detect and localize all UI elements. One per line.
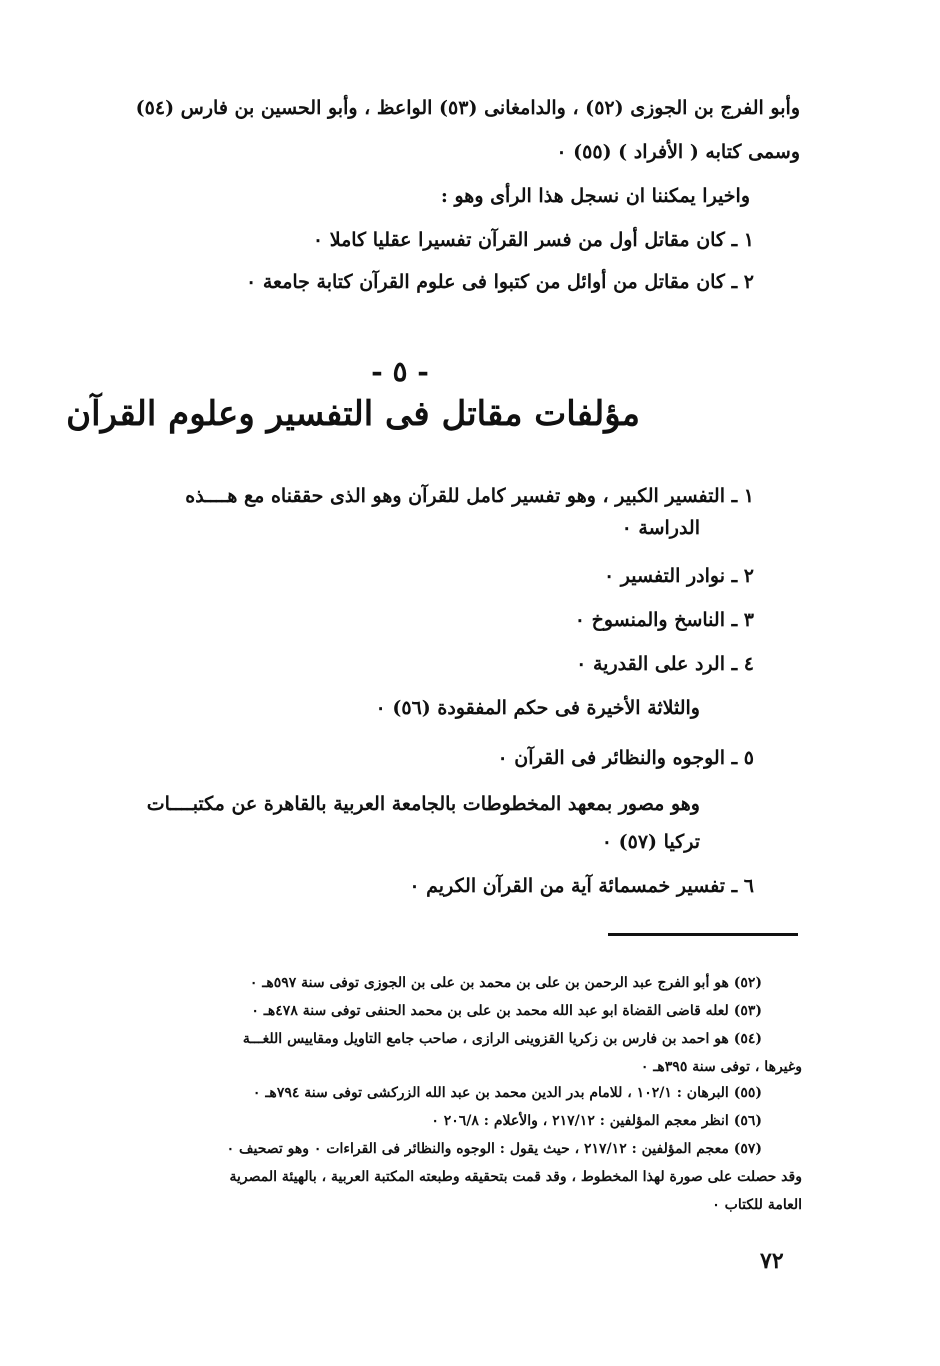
section-number: - ٥ - bbox=[371, 355, 429, 388]
work-item-5-note-line-1: وهو مصور بمعهد المخطوطات بالجامعة العربية بالقاهرة عن مكتبــــات bbox=[146, 793, 700, 815]
work-item-5-note-line-2: تركيا (٥٧) ٠ bbox=[601, 831, 700, 853]
intro-point-1: ١ ـ كان مقاتل أول من فسر القرآن تفسيرا عقليا كاملا ٠ bbox=[312, 229, 754, 251]
footnote-separator bbox=[608, 933, 798, 936]
intro-line-1: وأبو الفرج بن الجوزى (٥٢) ، والدامغانى (٥٣) الواعظ ، وأبو الحسين بن فارس (٥٤) bbox=[135, 97, 800, 119]
work-item-5: ٥ ـ الوجوه والنظائر فى القرآن ٠ bbox=[497, 747, 754, 769]
page-number: ٧٢ bbox=[760, 1248, 784, 1274]
footnote-56: (٥٦) انظر معجم المؤلفين : ٢١٧/١٢ ، والأعلام : ٢٠٦/٨ ٠ bbox=[431, 1113, 762, 1129]
work-item-1-line-2: الدراسة ٠ bbox=[621, 517, 700, 539]
footnote-53: (٥٣) لعله قاضى القضاة ابو عبد الله محمد بن على بن محمد الحنفى توفى سنة ٤٧٨هـ ٠ bbox=[251, 1003, 762, 1019]
work-item-4: ٤ ـ الرد على القدرية ٠ bbox=[576, 653, 754, 675]
work-item-2: ٢ ـ نوادر التفسير ٠ bbox=[603, 565, 754, 587]
footnote-57-line-1: (٥٧) معجم المؤلفين : ٢١٧/١٢ ، حيث يقول : الوجوه والنظائر فى القراءات ٠ وهو تصحيف ٠ bbox=[226, 1141, 762, 1157]
intro-point-2: ٢ ـ كان مقاتل من أوائل من كتبوا فى علوم القرآن كتابة جامعة ٠ bbox=[246, 271, 754, 293]
work-item-1-line-1: ١ ـ التفسير الكبير ، وهو تفسير كامل للقرآن وهو الذى حققناه مع هــــذه bbox=[185, 485, 754, 507]
footnote-55: (٥٥) البرهان : ١٠٢/١ ، للامام بدر الدين محمد بن عبد الله الزركشى توفى سنة ٧٩٤هـ ٠ bbox=[252, 1085, 762, 1101]
section-title: مؤلفات مقاتل فى التفسير وعلوم القرآن bbox=[66, 394, 640, 434]
work-note-lost: والثلاثة الأخيرة فى حكم المفقودة (٥٦) ٠ bbox=[375, 697, 700, 719]
work-item-3: ٣ ـ الناسخ والمنسوخ ٠ bbox=[574, 609, 754, 631]
intro-line-2: وسمى كتابه ( الأفراد ) (٥٥) ٠ bbox=[556, 141, 800, 163]
footnote-57-line-3: العامة للكتاب ٠ bbox=[712, 1197, 802, 1213]
footnote-52: (٥٢) هو أبو الفرج عبد الرحمن بن على بن محمد بن على بن الجوزى توفى سنة ٥٩٧هـ ٠ bbox=[249, 975, 762, 991]
intro-line-3: واخيرا يمكننا ان نسجل هذا الرأى وهو : bbox=[440, 185, 750, 207]
footnote-54-line-2: وغيرها ، توفى سنة ٣٩٥هـ ٠ bbox=[640, 1059, 802, 1075]
footnote-54-line-1: (٥٤) هو احمد بن فارس بن زكريا القزوينى الرازى ، صاحب جامع التاويل ومقاييس اللغـــة bbox=[242, 1031, 762, 1047]
footnote-57-line-2: وقد حصلت على صورة لهذا المخطوط ، وقد قمت بتحقيقه وطبعته المكتبة العربية ، بالهيئة المصرية bbox=[229, 1169, 802, 1185]
work-item-6: ٦ ـ تفسير خمسمائة آية من القرآن الكريم ٠ bbox=[409, 875, 754, 897]
